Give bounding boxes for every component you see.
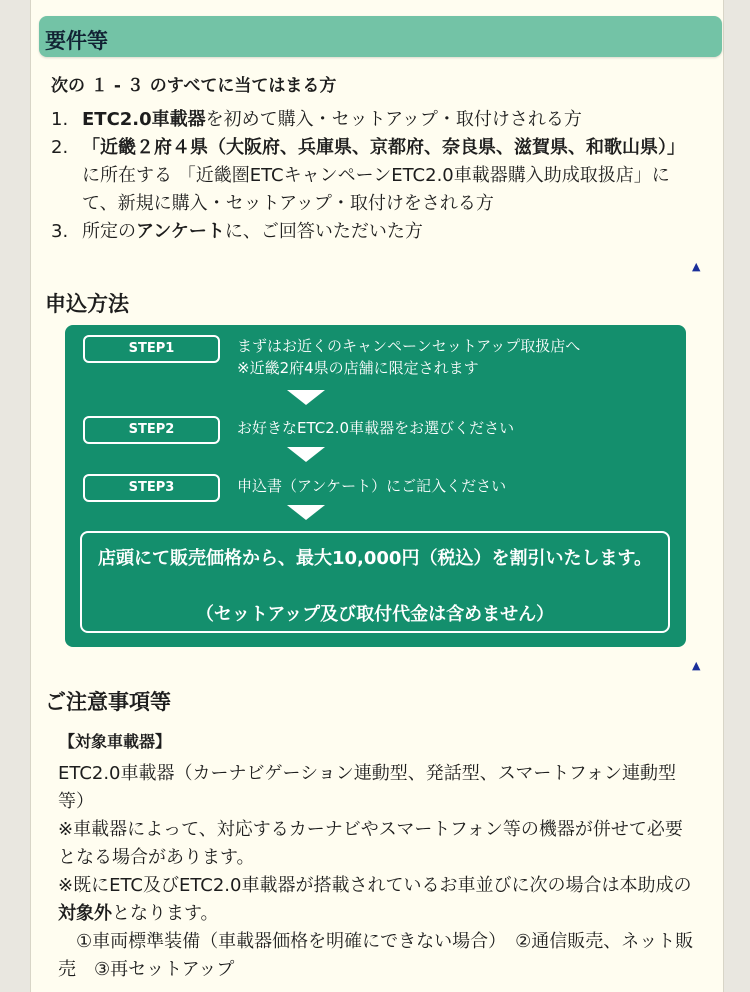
application-heading: 申込方法: [45, 292, 129, 316]
discount-main-text: 店頭にて販売価格から、最大10,000円（税込）を割引いたします。: [97, 548, 653, 569]
notes-body: [58, 760, 698, 984]
note-paragraph: ※車載器によって、対応するカーナビやスマートフォン等の機器が併せて必要となる場合があります。: [58, 819, 683, 868]
step2-badge: STEP2: [83, 416, 220, 444]
page-top-arrow-icon[interactable]: ▲: [692, 260, 701, 273]
note-paragraph: ETC2.0車載器（カーナビゲーション連動型、発話型、スマートフォン連動型等）: [58, 763, 676, 812]
requirement-item: 3. 所定のアンケートに、ご回答いただいた方: [51, 221, 423, 242]
target-device-subheading: 【対象車載器】: [59, 732, 172, 751]
arrow-down-icon: [287, 447, 325, 462]
step1-badge: STEP1: [83, 335, 220, 363]
arrow-down-icon: [287, 390, 325, 405]
page-top-arrow-icon[interactable]: ▲: [692, 659, 701, 672]
requirements-lead: 次の １ - ３ のすべてに当てはまる方: [51, 76, 337, 96]
page-content: [30, 0, 724, 992]
requirements-section-header: [39, 16, 722, 57]
requirement-item: 1. ETC2.0車載器を初めて購入・セットアップ・取付けされる方: [51, 109, 582, 130]
notes-heading: ご注意事項等: [45, 690, 171, 714]
requirement-item: 2. 「近畿２府４県（大阪府、兵庫県、京都府、奈良県、滋賀県、和歌山県）」に所在する 「近畿圏ETCキャンペーンETC2.0車載器購入助成取扱店」にて、新規に購入・セットアップ・取付けをされる方: [51, 137, 685, 214]
discount-banner: [80, 531, 670, 633]
application-steps-panel: [65, 325, 686, 647]
step3-text: 申込書（アンケート）にご記入ください: [237, 477, 507, 495]
step1-text: まずはお近くのキャンペーンセットアップ取扱店へ ※近畿2府4県の店舗に限定されます: [237, 337, 581, 377]
step2-text: お好きなETC2.0車載器をお選びください: [237, 419, 515, 437]
arrow-down-icon: [287, 505, 325, 520]
note-paragraph: ※既にETC及びETC2.0車載器が搭載されているお車並びに次の場合は本助成の対象外となります。: [58, 875, 692, 924]
step3-badge: STEP3: [83, 474, 220, 502]
note-paragraph: ①車両標準装備（車載器価格を明確にできない場合） ②通信販売、ネット販売 ③再セットアップ: [58, 931, 694, 980]
requirements-heading: 要件等: [45, 29, 108, 53]
requirements-list: [51, 106, 691, 246]
discount-note-text: （セットアップ及び取付代金は含めません）: [195, 604, 555, 625]
